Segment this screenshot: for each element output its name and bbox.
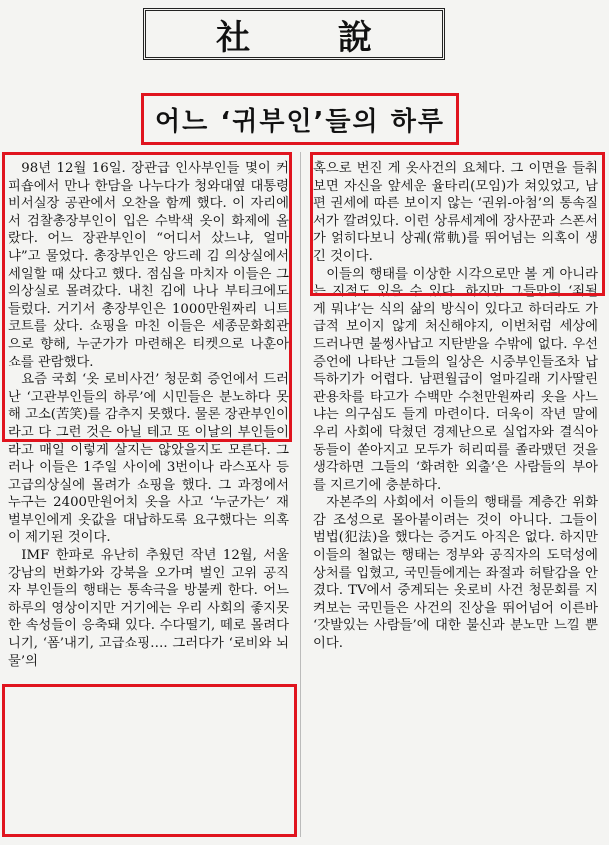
editorial-masthead <box>143 8 445 60</box>
right-paragraph-3: 자본주의 사회에서 이들의 행태를 계층간 위화감 조성으로 몰아붙이려는 것이 아니다. 그들이 범법(犯法)을 했다는 증거도 아직은 없다. 하지만 이들의 철없는 행태는 정부와 공직자의 도덕성에 상처를 입혔고, 국민들에게는 좌절과 허탈감을 안겼다. TV에서 중계되는 옷로비 사건 청문회를 지켜보는 국민들은 사건의 진상을 뛰어넘어 이른바 ‘갓발있는 사람들’에 대한 불신과 분노만 느낄 뿐이다. <box>313 495 598 652</box>
column-divider <box>300 152 301 837</box>
headline-box <box>141 93 459 145</box>
left-paragraph-3: IMF 한파로 유난히 추웠던 작년 12월, 서울 강남의 번화가와 강북을 오가며 벌인 고위 공직자 부인들의 행태는 통속극을 방불케 한다. 어느 하루의 영상이지만 거기에는 우리 사회의 좋지못한 속성들이 응축돼 있다. 수다떨기, 떼로 몰려다니기, ‘폼’내기, 고급쇼핑…. 그러다가 ‘로비와 뇌물’의 <box>8 548 289 669</box>
left-column <box>8 160 289 670</box>
masthead-title: 社 說 <box>216 17 410 58</box>
right-column <box>313 160 598 653</box>
headline: 어느 ‘귀부인’들의 하루 <box>155 106 445 137</box>
right-paragraph-2: 이들의 행태를 이상한 시각으로만 볼 게 아니라는 지적도 있을 수 있다. 하지만 그들만의 ‘죄될 게 뭐냐’는 식의 삶의 방식이 있다고 하더라도 가급적 보이지 않게 처신해야지, 이번처럼 세상에 드러나면 불썽사납고 지탄받을 수밖에 없다. 우선 증언에 나타난 그들의 일상은 시중부인들조차 납득하기가 어렵다. 남편월급이 얼마길래 기사딸린 관용차를 타고가 수백만 수천만원짜리 옷을 사느냐는 의구심도 들게 마련이다. 더욱이 작년 말에 우리 사회에 닥쳤던 경제난으로 실업자와 결식아동들이 쏟아지고 모두가 허리띠를 졸라맸던 것을 생각하면 그들의 ‘화려한 외출’은 사람들의 부아를 지르기에 충분하다. <box>313 266 598 493</box>
highlight-box-left-bottom <box>2 684 297 837</box>
right-paragraph-1: 혹으로 번진 게 옷사건의 요체다. 그 이면을 들춰보면 자신을 앞세운 율타리(모임)가 쳐있었고, 남편 권세에 따른 보이지 않는 ‘권위-아첨’의 통속질서가 깔려있다. 이런 상류세계에 장사꾼과 스폰서가 얽히다보니 상궤(常軌)를 뛰어넘는 의혹이 생긴 것이다. <box>313 161 598 264</box>
left-paragraph-2: 요즘 국회 ‘옷 로비사건’ 청문회 증언에서 드러난 ‘고관부인들의 하루’에 시민들은 분노하다 못해 고소(苦笑)를 감추지 못했다. 물론 장관부인이라고 다 그런 것은 아닐 테고 또 이날의 부인들이라고 매일 이렇게 살지는 않았을지도 모른다. 그러나 이들은 1주일 사이에 3번이나 라스포사 등 고급의상실에 몰려가 쇼핑을 했다. 그 과정에서 누구는 2400만원어치 옷을 사고 ‘누군가는’ 재벌부인에게 옷값을 대납하도록 요구했다는 의혹이 제기된 것이다. <box>8 372 289 546</box>
left-paragraph-1: 98년 12월 16일. 장관급 인사부인들 몇이 커피숍에서 만나 한담을 나누다가 청와대옆 대통령 비서실장 공관에서 오찬을 함께 했다. 이 자리에서 검찰총장부인이 입은 수박색 옷이 화제에 올랐다. 어느 장관부인이 “어디서 샀느냐, 얼마냐”고 물었다. 총장부인은 앙드레 김 의상실에서 세일할 때 샀다고 했다. 점심을 마치자 이들은 그 의상실로 몰려갔다. 내친 김에 나나 부티크에도 들렀다. 거기서 총장부인은 1000만원짜리 니트코트를 샀다. 쇼핑을 마친 이들은 세종문화회관으로 향해, 누군가가 마련해온 티켓으로 나훈아 쇼를 관람했다. <box>8 161 289 370</box>
